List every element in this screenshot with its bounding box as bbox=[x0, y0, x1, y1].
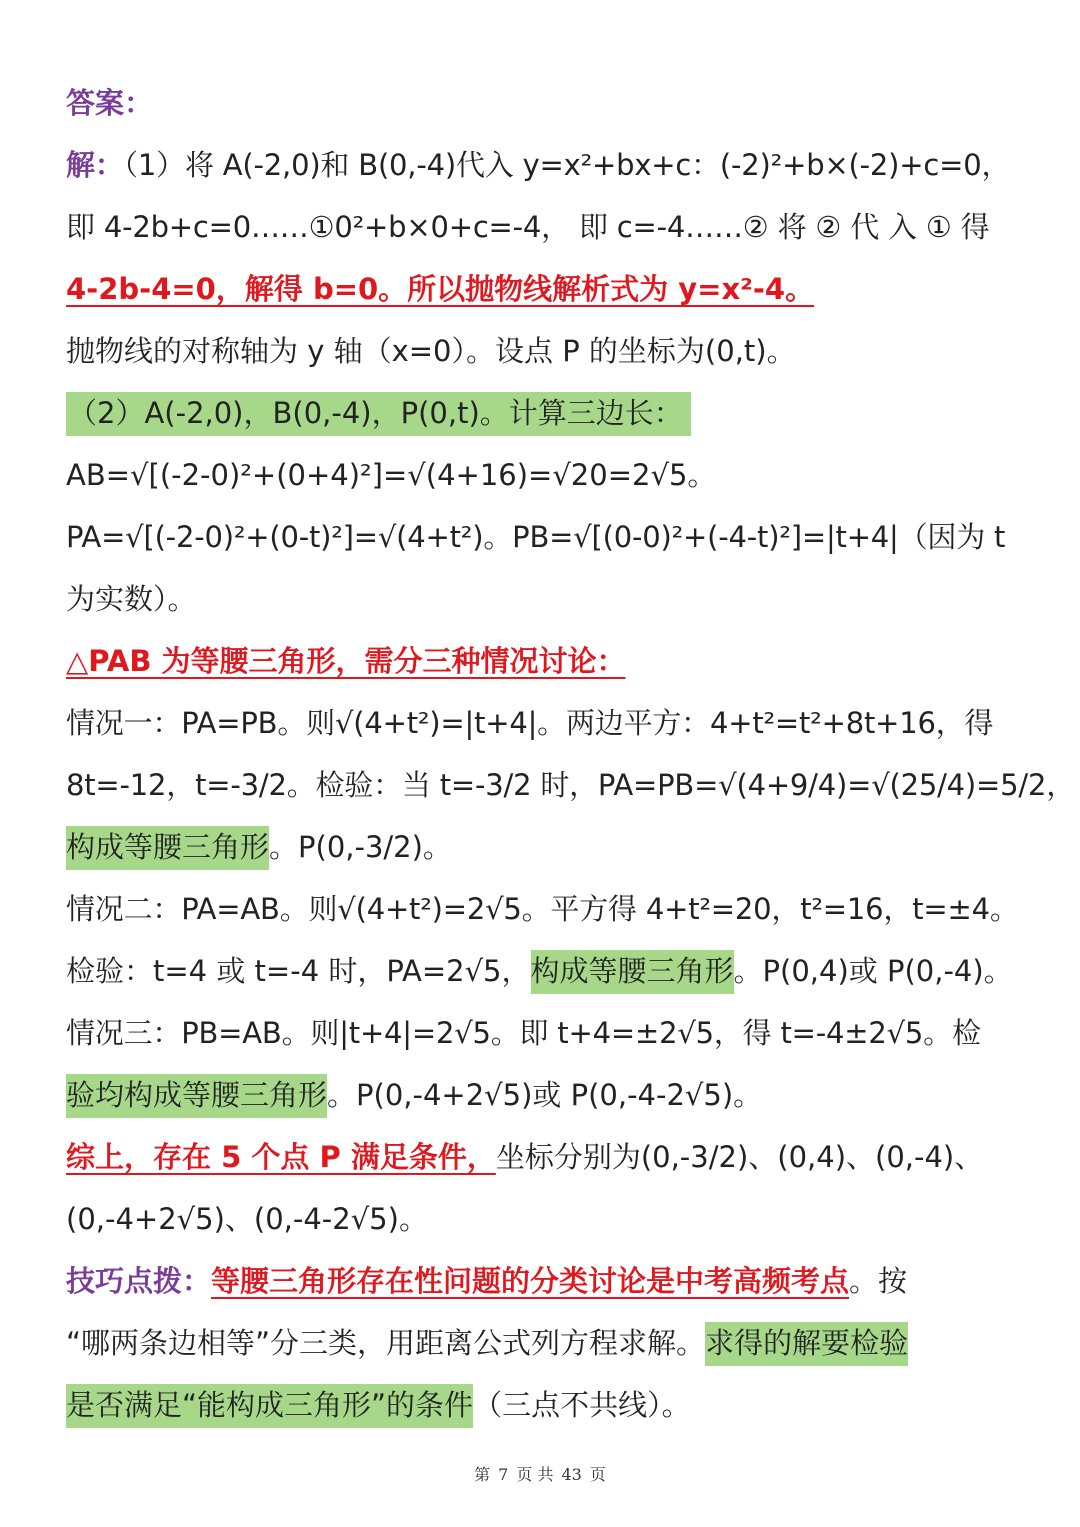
page-total: 43 bbox=[561, 1465, 582, 1484]
case-2-line-2 bbox=[66, 940, 1026, 1002]
tip-highlight-1: 求得的解要检验 bbox=[705, 1322, 908, 1366]
case-1-line-2: 8t=-12，t=-3/2。检验：当 t=-3/2 时，PA=PB=√(4+9/4)=√(25/4)=5/2， bbox=[66, 768, 1076, 802]
case-3-result: 。P(0,-4+2√5)或 P(0,-4-2√5)。 bbox=[327, 1078, 763, 1112]
case-2-check: 检验：t=4 或 t=-4 时，PA=2√5， bbox=[66, 954, 531, 988]
tip-red: 等腰三角形存在性问题的分类讨论是中考高频考点 bbox=[211, 1264, 850, 1298]
footer-suffix: 页 bbox=[589, 1465, 606, 1484]
tip-label: 技巧点拨： bbox=[66, 1264, 212, 1298]
summary-line-2: (0,-4+2√5)、(0,-4-2√5)。 bbox=[66, 1202, 428, 1236]
summary-coords: 坐标分别为(0,-3/2)、(0,4)、(0,-4)、 bbox=[495, 1140, 984, 1174]
parabola-result-text: 4-2b-4=0，解得 b=0。所以抛物线解析式为 y=x²-4。 bbox=[66, 272, 815, 306]
answer-label: 答案： bbox=[66, 86, 154, 120]
case-3-line-2 bbox=[66, 1064, 1026, 1126]
tip-line-3 bbox=[66, 1374, 1026, 1436]
part-2-highlight: （2）A(-2,0)，B(0,-4)，P(0,t)。计算三边长： bbox=[66, 392, 691, 436]
case-2-line-1: 情况二：PA=AB。则√(4+t²)=2√5。平方得 4+t²=20，t²=16，t=±4。 bbox=[66, 892, 1019, 926]
parabola-result bbox=[66, 258, 1026, 320]
footer-mid: 页 共 bbox=[516, 1465, 554, 1484]
case-3-highlight: 验均构成等腰三角形 bbox=[66, 1074, 327, 1118]
case-intro bbox=[66, 630, 1026, 692]
page-number: 7 bbox=[498, 1465, 509, 1484]
case-1-result: 。P(0,-3/2)。 bbox=[269, 830, 452, 864]
case-2-highlight: 构成等腰三角形 bbox=[531, 950, 734, 994]
case-1-line-3 bbox=[66, 816, 1026, 878]
case-1-line-1: 情况一：PA=PB。则√(4+t²)=|t+4|。两边平方：4+t²=t²+8t+16，得 bbox=[66, 706, 994, 740]
case-3-line-1: 情况三：PB=AB。则|t+4|=2√5。即 t+4=±2√5，得 t=-4±2√5。检 bbox=[66, 1016, 981, 1050]
solution-text: （1）将 A(-2,0)和 B(0,-4)代入 y=x²+bx+c：(-2)²+b×(-2)+c=0， bbox=[123, 148, 1011, 182]
document-body bbox=[66, 72, 1076, 1436]
page-footer bbox=[0, 1462, 1080, 1485]
tip-line-1 bbox=[66, 1250, 1026, 1312]
case-intro-text: △PAB 为等腰三角形，需分三种情况讨论： bbox=[66, 644, 626, 678]
pa-pb-length-cont: 为实数）。 bbox=[66, 582, 197, 616]
tip-highlight-2: 是否满足“能构成三角形”的条件 bbox=[66, 1384, 473, 1428]
pa-pb-length: PA=√[(-2-0)²+(0-t)²]=√(4+t²)。PB=√[(0-0)²+(-4-t)²]=|t+4|（因为 t bbox=[66, 520, 1006, 554]
ab-length: AB=√[(-2-0)²+(0+4)²]=√(4+16)=√20=2√5。 bbox=[66, 458, 717, 492]
axis-of-symmetry: 抛物线的对称轴为 y 轴（x=0）。设点 P 的坐标为(0,t)。 bbox=[66, 334, 796, 368]
tip-note: （三点不共线）。 bbox=[473, 1388, 691, 1422]
summary-red: 综上，存在 5 个点 P 满足条件， bbox=[66, 1140, 496, 1174]
solution-label: 解： bbox=[66, 148, 124, 182]
tip-cont: 。按 bbox=[849, 1264, 908, 1298]
case-2-result: 。P(0,4)或 P(0,-4)。 bbox=[733, 954, 1013, 988]
part-2-heading bbox=[66, 382, 1026, 444]
solution-line-1 bbox=[66, 134, 1026, 196]
tip-line-2 bbox=[66, 1312, 1026, 1374]
summary-line-1 bbox=[66, 1126, 1026, 1188]
footer-prefix: 第 bbox=[474, 1465, 491, 1484]
tip-method: “哪两条边相等”分三类，用距离公式列方程求解。 bbox=[66, 1326, 706, 1360]
case-1-highlight: 构成等腰三角形 bbox=[66, 826, 269, 870]
solution-line-2: 即 4-2b+c=0……①0²+b×0+c=-4， 即 c=-4……② 将 ② 代 入 ① 得 bbox=[66, 210, 990, 244]
answer-heading bbox=[66, 72, 1026, 134]
